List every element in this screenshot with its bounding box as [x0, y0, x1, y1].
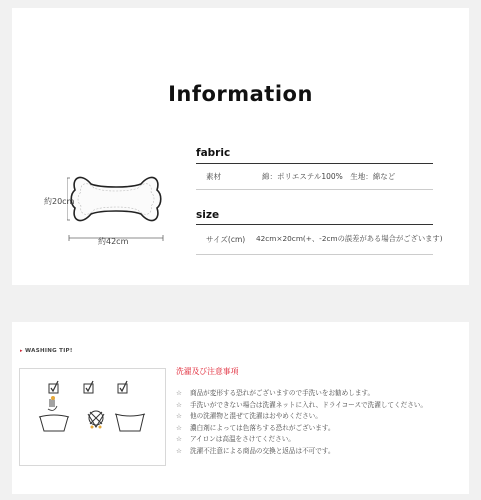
star-icon: ☆ [176, 423, 182, 432]
size-row-divider [196, 254, 433, 255]
fabric-row-divider [196, 189, 433, 190]
bone-pillow-illustration [67, 172, 177, 244]
care-tip-item: ☆ 濃白剤によっては色落ちする恐れがございます。 [176, 423, 427, 435]
fabric-value: 綿：ポリエステル100% 生地：綿など [262, 172, 396, 181]
washing-tip-text: WASHING TIP! [25, 348, 73, 354]
hand-wash-icon [39, 396, 69, 431]
star-icon: ☆ [176, 389, 182, 397]
care-title: 洗濯及び注意事項 [176, 367, 239, 376]
size-value: 42cm×20cm(+、-2cmの誤差がある場合がございます) [256, 234, 443, 243]
bleach-check-icon [49, 381, 58, 393]
star-icon: ☆ [176, 412, 182, 421]
width-label: 約42cm [98, 237, 129, 246]
care-tip-item: ☆ 商品が変形する恐れがございますので手洗いをお勧めします。 [176, 388, 427, 400]
height-label: 約20cm [44, 197, 75, 206]
fabric-label: 素材 [206, 172, 221, 181]
care-tips-list [176, 388, 427, 458]
check-icons [49, 381, 127, 393]
size-heading: size [196, 209, 220, 221]
washing-tip-marker: ▸ [20, 348, 23, 354]
dry-check-icon [84, 381, 93, 393]
care-icons-box [19, 368, 166, 466]
page-title: Information [168, 82, 313, 106]
care-icons [20, 369, 165, 465]
wash-tub-icon [115, 414, 145, 431]
size-divider [196, 224, 433, 225]
star-icon: ☆ [176, 446, 182, 455]
no-bleach-icon [88, 411, 104, 429]
care-tip-item: ☆ 洗濯不注意による商品の交換と返品は不可です。 [176, 446, 427, 458]
care-tip-item: ☆ アイロンは高温をさけてください。 [176, 434, 427, 446]
size-label: サイズ(cm) [206, 235, 246, 244]
care-tip-item: ☆ 他の洗濯物と混ぜて洗濯はおやめください。 [176, 411, 427, 423]
fabric-divider [196, 163, 433, 164]
star-icon: ☆ [176, 435, 182, 444]
washing-tip-label [20, 348, 73, 354]
iron-check-icon [118, 381, 127, 393]
fabric-heading: fabric [196, 147, 231, 159]
star-icon: ☆ [176, 400, 182, 409]
care-tip-item: ☆ 手洗いができない場合は洗濯ネットに入れ、ドライコースで洗濯してください。 [176, 400, 427, 412]
